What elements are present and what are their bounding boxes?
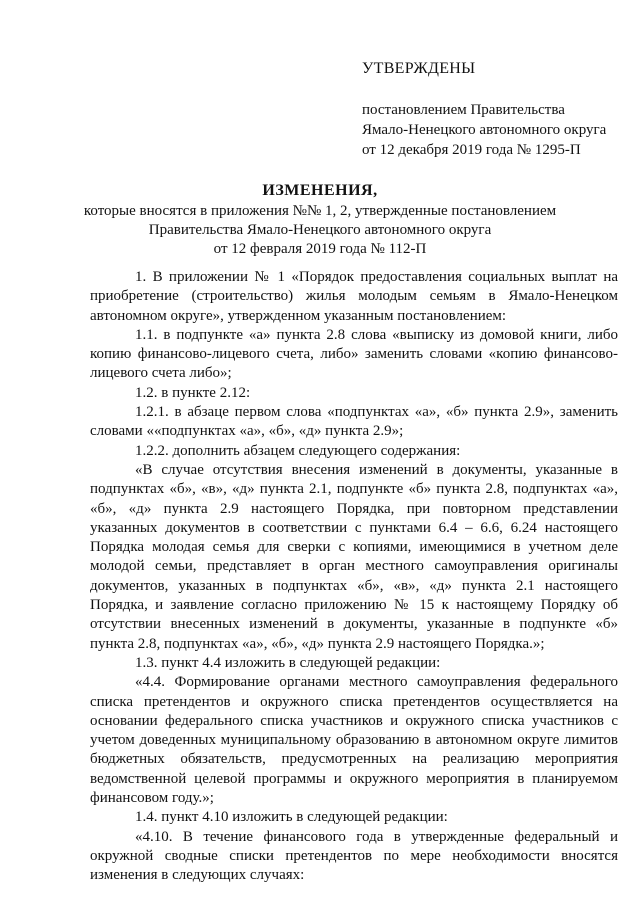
- paragraph-quote-4-10: «4.10. В течение финансового года в утвержденные федеральный и окружной сводные списки претендентов по мере необходимости вносятся изменения в следующих случаях:: [90, 828, 618, 884]
- document-subtitle: [0, 202, 640, 259]
- approval-line: Ямало-Ненецкого автономного округа: [362, 122, 607, 138]
- approval-block: [362, 60, 622, 160]
- paragraph-item-1-3: 1.3. пункт 4.4 изложить в следующей редакции:: [135, 654, 441, 671]
- approval-stamp: УТВЕРЖДЕНЫ: [362, 60, 476, 77]
- subtitle-line: от 12 февраля 2019 года № 112-П: [213, 241, 427, 257]
- paragraph-item-1-4: 1.4. пункт 4.10 изложить в следующей редакции:: [135, 809, 448, 826]
- paragraph-item-1-2-1: 1.2.1. в абзаце первом слова «подпунктах «а», «б» пункта 2.9», заменить словами ««подпунктах «а», «б», «д» пункта 2.9»;: [90, 404, 618, 440]
- document-body: [90, 268, 618, 886]
- paragraph-quote-2-12: «В случае отсутствия внесения изменений в документы, указанные в подпунктах «б», «в», «д» пункта 2.1, подпункте «б» пункта 2.8, подпунктах «а», «б», «д» пункта 2.9 настоящего Порядка, при повторном представлении указанных документов в соответствии с пунктами 6.4 – 6.6, 6.24 настоящего Порядка молодая семья для сверки с копиями, имеющимися в учетном деле молодой семьи, представляет в орган местного самоуправления оригиналы документов, указанных в подпунктах «б», «в», «д» пункта 2.1 настоящего Порядка, и заявление согласно приложению № 15 к настоящему Порядку об отсутствии внесенных изменений в документы, указанные в подпункте «б» пункта 2.8, подпунктах «а», «б», «д» пункта 2.9 настоящего Порядка.»;: [90, 461, 618, 652]
- approval-line: постановлением Правительства: [362, 102, 565, 118]
- paragraph-item-1: 1. В приложении № 1 «Порядок предоставления социальных выплат на приобретение (строительство) жилья молодым семьям в Ямало-Ненецком автономном округе», утвержденном указанным постановлением:: [90, 269, 618, 324]
- paragraph-quote-4-4: «4.4. Формирование органами местного самоуправления федерального списка претендентов и окружного списка претендентов осуществляется на основании федерального списка участников и окружного списка участников с учетом доведенных муниципальному образованию в автономном округе лимитов бюджетных обязательств, предусмотренных на реализацию мероприятия ведомственной целевой программы и окружного мероприятия в планируемом финансовом году.»;: [90, 674, 618, 807]
- subtitle-line: которые вносятся в приложения №№ 1, 2, утвержденные постановлением: [83, 203, 557, 219]
- paragraph-item-1-2: 1.2. в пункте 2.12:: [135, 384, 251, 401]
- document-title: ИЗМЕНЕНИЯ,: [262, 182, 378, 199]
- paragraph-item-1-1: 1.1. в подпункте «а» пункта 2.8 слова «выписку из домовой книги, либо копию финансово-лицевого счета, либо» заменить словами «копию финансово-лицевого счета либо»;: [90, 326, 618, 382]
- approval-line: от 12 декабря 2019 года № 1295-П: [362, 142, 581, 158]
- paragraph-item-1-2-2: 1.2.2. дополнить абзацем следующего содержания:: [135, 442, 461, 459]
- subtitle-line: Правительства Ямало-Ненецкого автономного округа: [148, 222, 492, 238]
